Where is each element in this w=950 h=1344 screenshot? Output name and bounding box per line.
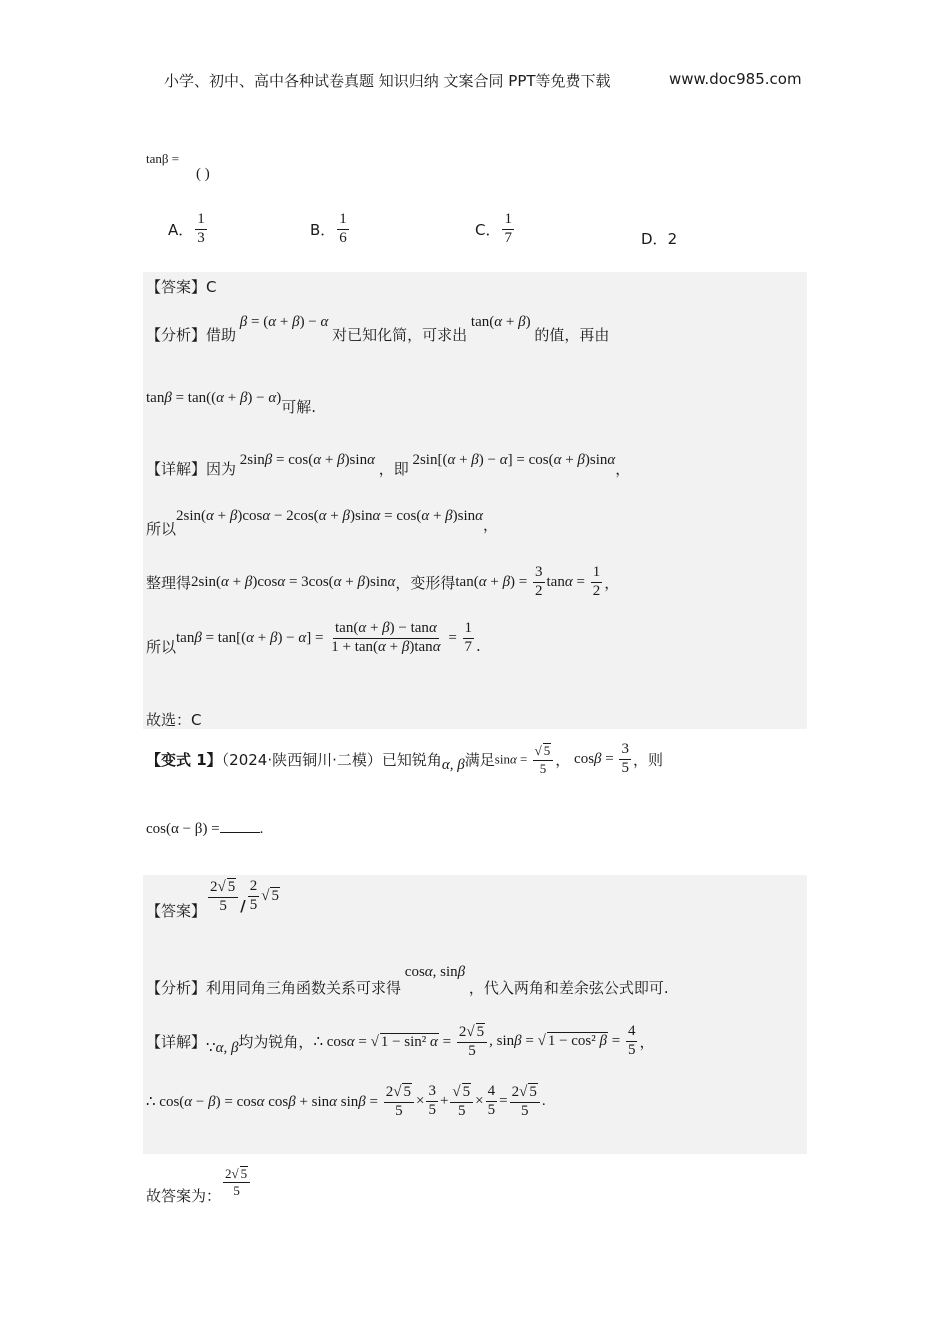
analysis-line-2: tanβ = tan((α + β) − α)可解. [146,390,317,416]
choose-line: 故选：C [146,711,202,729]
answer-line-1: 【答案】C [146,278,217,296]
analysis-line-1: 【分析】借助 β = (α + β) − α 对已知化简，可求出 tan(α + β) 的值，再由 [146,314,610,344]
header-url[interactable]: www.doc985.com [669,70,802,88]
header-text: 小学、初中、高中各种试卷真题 知识归纳 文案合同 PPT等免费下载 [164,72,611,90]
variant-line-1: 【变式 1】（2024·陕西铜川·二模）已知锐角α, β满足sinα = $\frac{√ 5}{5}$ ， cosβ = $\frac{3}{5}$ ，则 [146,741,663,776]
detail-line-2: 所以2sin(α + β)cosα − 2cos(α + β)sinα = cos(α + β)sinα， [146,508,499,538]
option-b: B． $\frac{1}{6}$ [310,211,347,246]
detail-line-6: ∴ cos(α − β) = cosα cosβ + sinα sinβ = $\frac{2√ 5}{5}$ × $\frac{3}{5}$ + $\frac{√ 5}{5}$ × $\frac{4}{5}$ = $\frac{2√ 5}{5}$ . [146,1083,546,1119]
detail-line-4: 所以tanβ = tan[(α + β) − α] = $\frac{\tan(\alpha + \beta) - \tan\alpha}{1 + \tan(\alpha + \beta)\tan\alpha}$ = $\frac{1}{7}$ . [146,620,481,656]
answer-line-2: 【答案】 $\frac{2√ 5}{5}$ / $\frac{2}{5}$ √ 5 [146,878,279,920]
detail-line-3: 整理得2sin(α + β)cosα = 3cos(α + β)sinα，变形得tan(α + β) = $\frac{3}{2}$ tanα = $\frac{1}{2}$ ， [146,564,620,599]
option-a: A． $\frac{1}{3}$ [168,211,205,246]
detail-line-5: 【详解】∵α, β均为锐角，∴ cosα = √ 1 − sin² α = $\frac{2√ 5}{5}$ , sinβ = √ 1 − cos² β = $\frac{4}{5}$ ， [146,1023,655,1059]
question-paren: ( ) [196,166,210,182]
answer-blank [220,818,260,833]
option-d: D．2 [641,230,678,248]
detail-line-1: 【详解】因为 2sinβ = cos(α + β)sinα ，即 2sin[(α + β) − α] = cos(α + β)sinα， [146,452,631,478]
analysis-line-3: 【分析】利用同角三角函数关系可求得 cosα, sinβ ，代入两角和差余弦公式即可. [146,964,669,997]
option-c: C． $\frac{1}{7}$ [475,211,512,246]
question-stem: tanβ = [146,151,180,166]
final-answer: 故答案为： $\frac{2√ 5}{5}$ [146,1166,252,1198]
variant-ask: cos(α − β) = . [146,818,263,838]
